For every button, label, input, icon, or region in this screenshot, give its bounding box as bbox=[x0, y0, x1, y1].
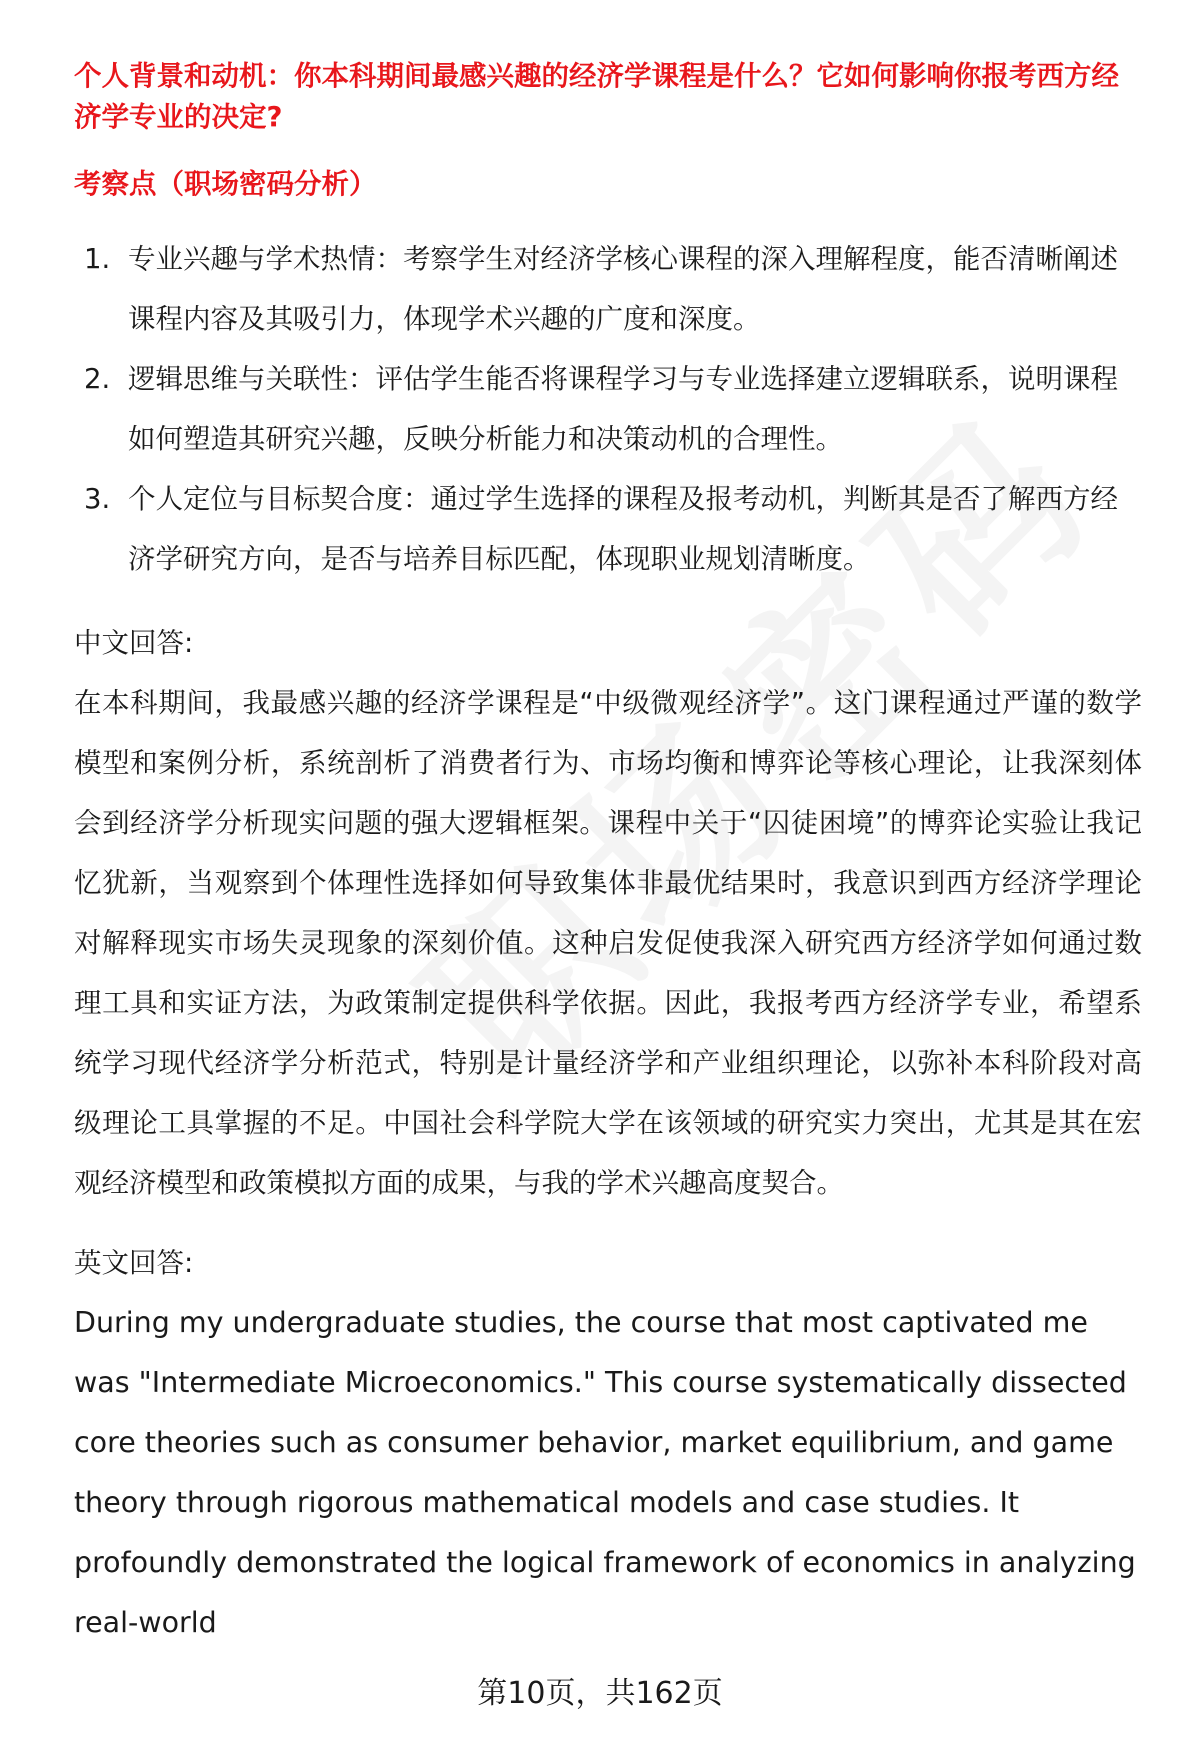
point-number: 2. bbox=[84, 363, 111, 395]
assessment-point bbox=[74, 469, 1142, 589]
assessment-point bbox=[74, 349, 1142, 469]
assessment-title: 考察点（职场密码分析） bbox=[74, 168, 377, 200]
point-number: 3. bbox=[84, 483, 111, 515]
point-text: 个人定位与目标契合度：通过学生选择的课程及报考动机，判断其是否了解西方经济学研究方向，是否与培养目标匹配，体现职业规划清晰度。 bbox=[128, 483, 1118, 575]
english-answer-text: During my undergraduate studies, the course that most captivated me was "Intermediate Microeconomics." This course systematically dissected core theories such as consumer behavior, market equilibrium, and game theory through rigorous mathematical models and case studies. It profoundly demonstrated the logical framework of economics in analyzing real-world bbox=[74, 1306, 1136, 1639]
document-body bbox=[74, 56, 1142, 1653]
page-number-footer: 第10页，共162页 bbox=[477, 1676, 723, 1711]
point-text: 专业兴趣与学术热情：考察学生对经济学核心课程的深入理解程度，能否清晰阐述课程内容及其吸引力，体现学术兴趣的广度和深度。 bbox=[128, 243, 1118, 335]
point-number: 1. bbox=[84, 243, 111, 275]
point-text: 逻辑思维与关联性：评估学生能否将课程学习与专业选择建立逻辑联系，说明课程如何塑造其研究兴趣，反映分析能力和决策动机的合理性。 bbox=[128, 363, 1118, 455]
english-answer-label: 英文回答: bbox=[74, 1247, 194, 1279]
assessment-points-list bbox=[74, 229, 1142, 589]
assessment-point bbox=[74, 229, 1142, 349]
question-heading: 个人背景和动机：你本科期间最感兴趣的经济学课程是什么？它如何影响你报考西方经济学专业的决定? bbox=[74, 60, 1119, 133]
chinese-answer-label: 中文回答: bbox=[74, 627, 194, 659]
chinese-answer-text: 在本科期间，我最感兴趣的经济学课程是“中级微观经济学”。这门课程通过严谨的数学模型和案例分析，系统剖析了消费者行为、市场均衡和博弈论等核心理论，让我深刻体会到经济学分析现实问题的强大逻辑框架。课程中关于“囚徒困境”的博弈论实验让我记忆犹新，当观察到个体理性选择如何导致集体非最优结果时，我意识到西方经济学理论对解释现实市场失灵现象的深刻价值。这种启发促使我深入研究西方经济学如何通过数理工具和实证方法，为政策制定提供科学依据。因此，我报考西方经济学专业，希望系统学习现代经济学分析范式，特别是计量经济学和产业组织理论，以弥补本科阶段对高级理论工具掌握的不足。中国社会科学院大学在该领域的研究实力突出，尤其是其在宏观经济模型和政策模拟方面的成果，与我的学术兴趣高度契合。 bbox=[74, 687, 1142, 1199]
